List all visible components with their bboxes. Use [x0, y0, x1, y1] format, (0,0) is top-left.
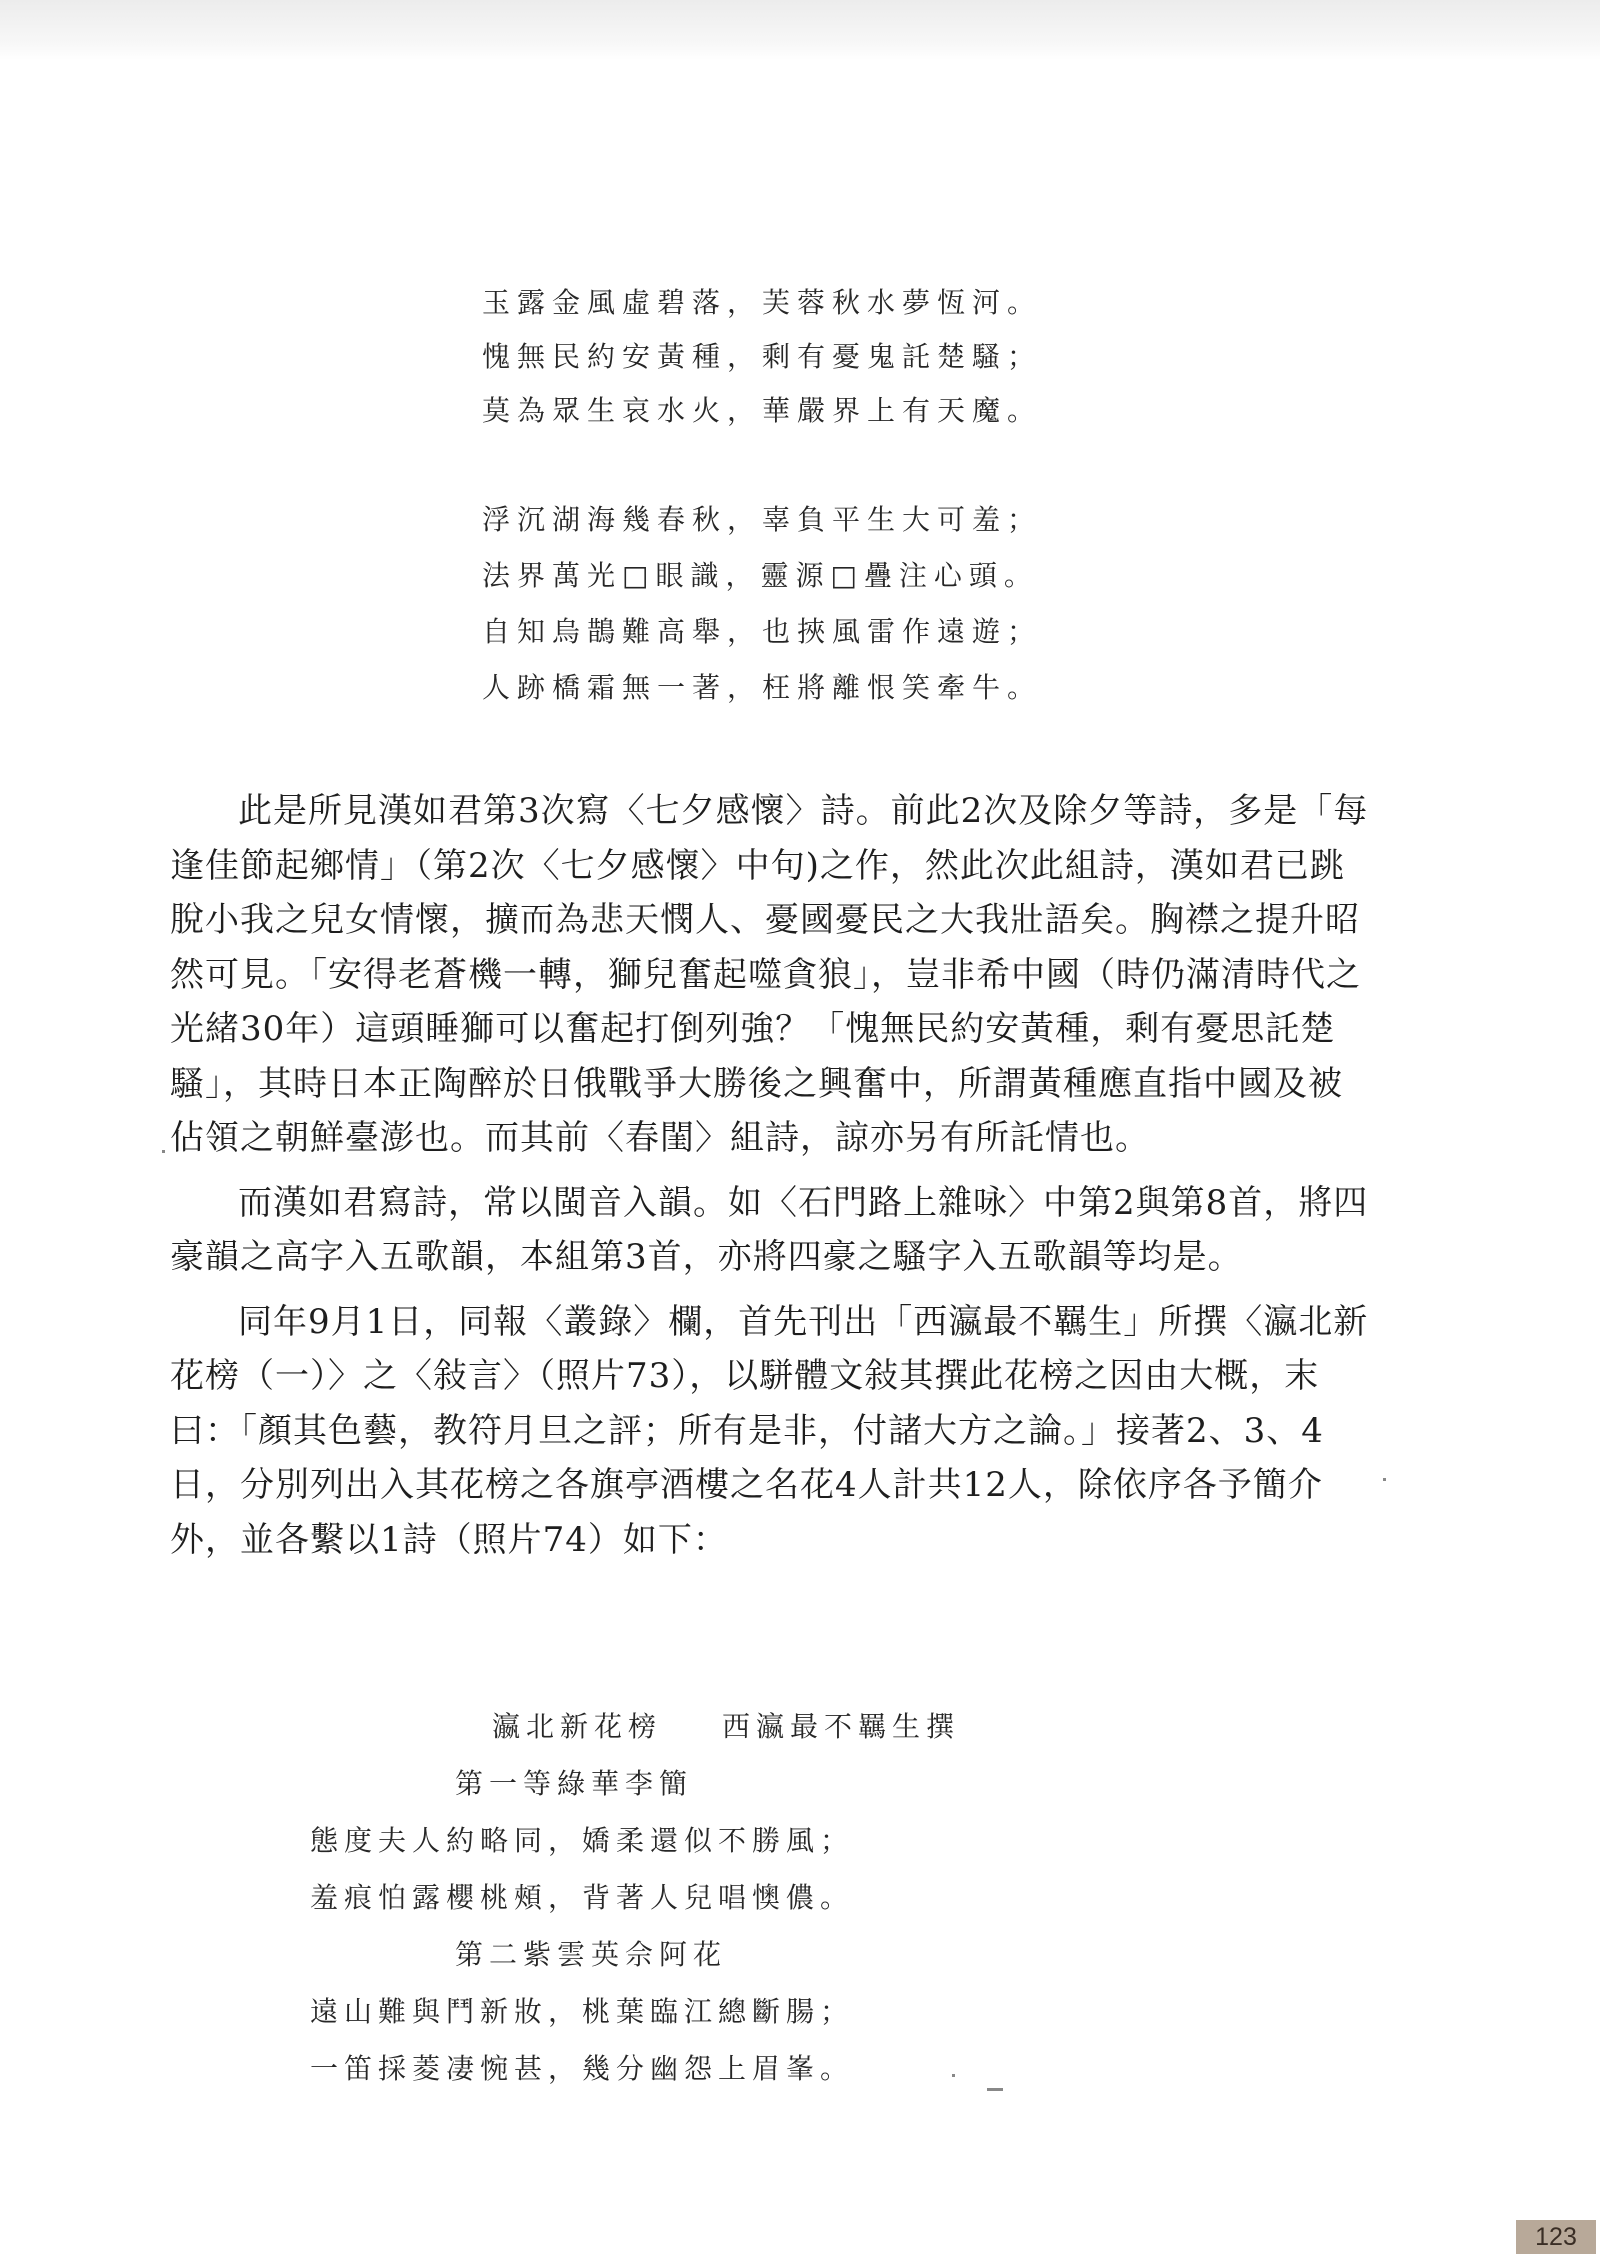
paragraph: 同年9月1日，同報〈叢錄〉欄，首先刊出「西瀛最不羈生」所撰〈瀛北新花榜（一）〉之〈敍言〉（照片73），以駢體文敍其撰此花榜之因由大概，末曰：「顏其色藝，教符月旦之評；所有是非，付諸大方之論。」接著2、3、4日，分別列出入其花榜之各旗亭酒樓之名花4人計共12人，除依序各予簡介外，並各繫以1詩（照片74）如下：: [170, 1301, 1369, 1560]
scan-top-band: [0, 0, 1600, 60]
poem-one: [482, 276, 1042, 438]
poem-line: 浮沉湖海幾春秋，辜負平生大可羞；: [482, 503, 1043, 536]
flower-list: [310, 1698, 960, 2097]
entry-poem-line: 態度夫人約略同，嬌柔還似不勝風；: [310, 1824, 855, 1857]
poem-two: [482, 492, 1042, 716]
scan-speck: [987, 2088, 1003, 2091]
poem-line: 玉露金風虛碧落，芙蓉秋水夢恆河。: [482, 286, 1043, 319]
poem-line: 法界萬光□眼識，靈源□疊注心頭。: [482, 559, 1039, 592]
paragraph: 而漢如君寫詩，常以閩音入韻。如〈石門路上雜咏〉中第2與第8首，將四豪韻之高字入五歌韻，本組第3首，亦將四豪之騷字入五歌韻等均是。: [170, 1182, 1369, 1277]
flower-list-author: 西瀛最不羈生撰: [722, 1710, 961, 1743]
entry-heading: 第二紫雲英佘阿花: [455, 1938, 728, 1971]
scan-speck: [162, 1150, 165, 1153]
poem-line: 自知烏鵲難高舉，也挾風雷作遠遊；: [482, 615, 1043, 648]
entry-heading: 第一等綠華李簡: [455, 1767, 694, 1800]
poem-line: 愧無民約安黃種，剩有憂鬼託楚騷；: [482, 340, 1043, 373]
paragraph: 此是所見漢如君第3次寫〈七夕感懷〉詩。前此2次及除夕等詩，多是「每逢佳節起鄉情」（第2次〈七夕感懷〉中句)之作，然此次此組詩，漢如君已跳脫小我之兒女情懷，擴而為悲天憫人、憂國憂民之大我壯語矣。胸襟之提升昭然可見。「安得老蒼機一轉，獅兒奮起噬貪狼」，豈非希中國（時仍滿清時代之光緒30年）這頭睡獅可以奮起打倒列強？「愧無民約安黃種，剩有憂思託楚騷」，其時日本正陶醉於日俄戰爭大勝後之興奮中，所謂黃種應直指中國及被佔領之朝鮮臺澎也。而其前〈春閨〉組詩，諒亦另有所託情也。: [170, 791, 1369, 1158]
entry-poem-line: 一笛採菱凄惋甚，幾分幽怨上眉峯。: [310, 2052, 855, 2085]
scan-speck: [952, 2074, 955, 2077]
page-number: 123: [1516, 2220, 1596, 2254]
poem-line: 莫為眾生哀水火，華嚴界上有天魔。: [482, 394, 1043, 427]
entry-poem-line: 羞痕怕露櫻桃頰，背著人兒唱懊儂。: [310, 1881, 855, 1914]
entry-poem-line: 遠山難與鬥新妝，桃葉臨江總斷腸；: [310, 1995, 855, 2028]
commentary-text: [170, 784, 1370, 1567]
scan-speck: [1383, 1478, 1386, 1481]
flower-list-title: 瀛北新花榜: [492, 1710, 663, 1743]
poem-line: 人跡橋霜無一著，枉將離恨笑牽牛。: [482, 671, 1043, 704]
flower-list-title-row: [492, 1698, 960, 1755]
